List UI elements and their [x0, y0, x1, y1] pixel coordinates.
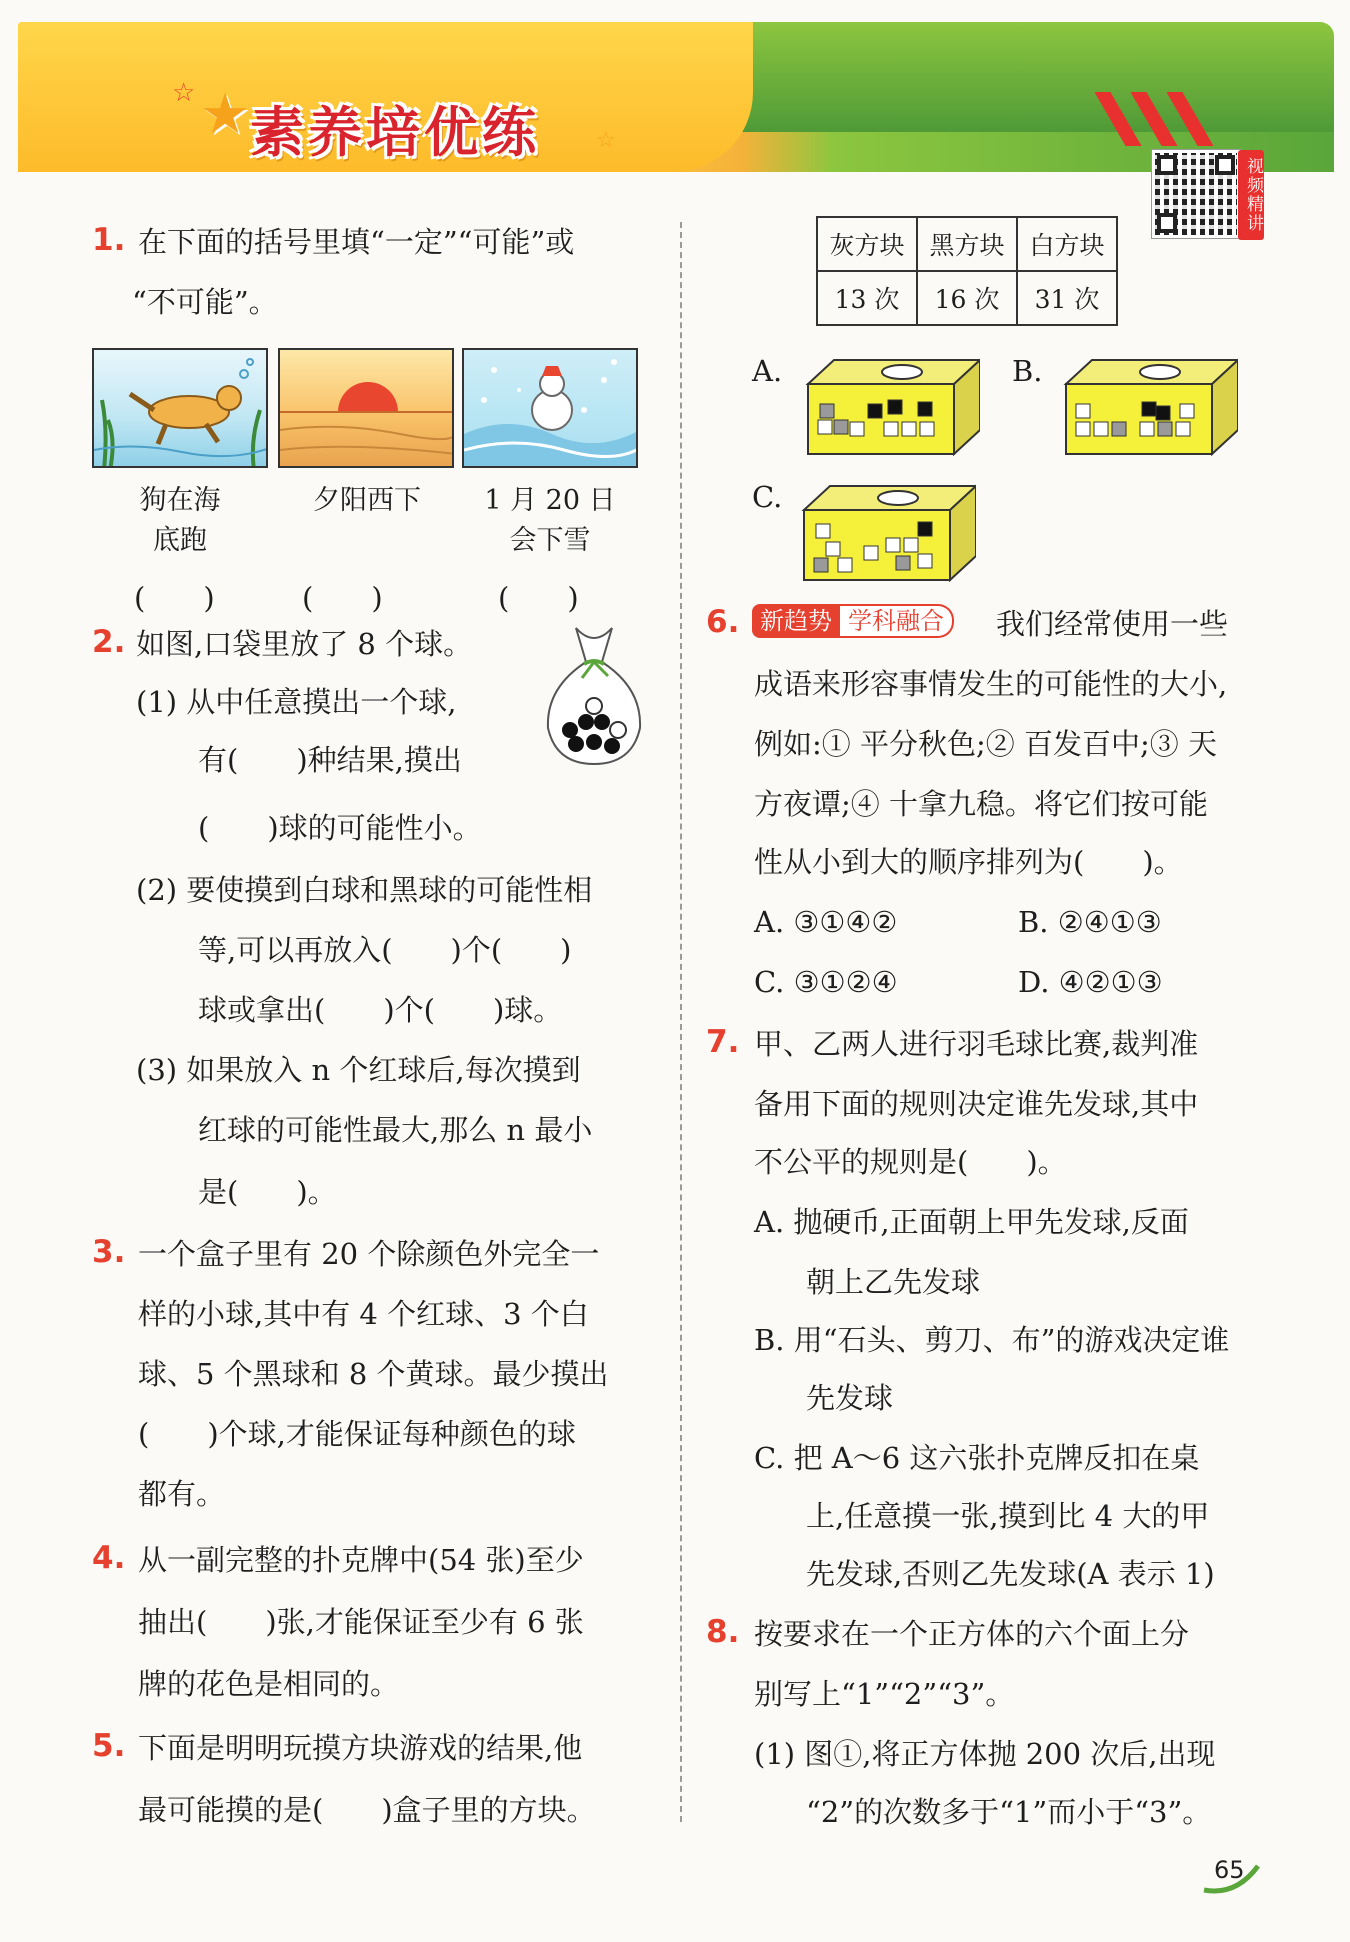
table-header: 灰方块	[817, 217, 917, 271]
question-number: 2.	[92, 624, 126, 660]
q7-option-c: 上,任意摸一张,摸到比 4 大的甲	[806, 1499, 1210, 1533]
option-label[interactable]: A.	[752, 354, 783, 388]
table-header: 黑方块	[917, 217, 1017, 271]
q2-part1: ( )球的可能性小。	[198, 811, 482, 845]
picture-caption: 底跑	[153, 525, 207, 556]
answer-blank[interactable]: ( )	[498, 581, 579, 615]
q7-option-a: 朝上乙先发球	[806, 1265, 981, 1299]
qr-label: 视频精讲	[1238, 150, 1264, 240]
q7-text: 甲、乙两人进行羽毛球比赛,裁判准	[754, 1027, 1199, 1061]
q6-option-b[interactable]: B. ②④①③	[1018, 905, 1162, 939]
table-cell: 13 次	[817, 271, 917, 325]
table-cell: 16 次	[917, 271, 1017, 325]
question-number: 4.	[92, 1540, 126, 1576]
question-number: 7.	[706, 1024, 740, 1060]
q7-option-b: 先发球	[806, 1381, 894, 1415]
box-option-b[interactable]	[1062, 356, 1238, 456]
q8-text: 别写上“1”“2”“3”。	[754, 1677, 1015, 1711]
picture-caption: 会下雪	[509, 525, 591, 556]
star-icon: ☆	[172, 78, 196, 108]
q8-text: (1) 图①,将正方体抛 200 次后,出现	[754, 1737, 1216, 1771]
picture-sunset	[278, 348, 454, 468]
q3-text: 样的小球,其中有 4 个红球、3 个白	[138, 1297, 589, 1331]
q6-option-c[interactable]: C. ③①②④	[754, 965, 898, 999]
q1-text: 在下面的括号里填“一定”“可能”或	[138, 225, 575, 259]
q2-part1: 有( )种结果,摸出	[198, 743, 462, 777]
table-cell: 31 次	[1017, 271, 1117, 325]
q7-text: 备用下面的规则决定谁先发球,其中	[754, 1087, 1199, 1121]
q4-text: 牌的花色是相同的。	[138, 1667, 400, 1701]
box-option-c[interactable]	[800, 482, 976, 582]
q5-text: 最可能摸的是( )盒子里的方块。	[138, 1793, 596, 1827]
q8-text: “2”的次数多于“1”而小于“3”。	[806, 1795, 1212, 1829]
q4-text: 从一副完整的扑克牌中(54 张)至少	[138, 1543, 584, 1577]
table-header: 白方块	[1017, 217, 1117, 271]
q7-option-c: 先发球,否则乙先发球(A 表示 1)	[806, 1557, 1215, 1591]
question-number: 8.	[706, 1614, 740, 1650]
picture-caption: 1 月 20 日	[484, 485, 616, 516]
q4-text: 抽出( )张,才能保证至少有 6 张	[138, 1605, 584, 1639]
q6-text: 成语来形容事情发生的可能性的大小,	[754, 667, 1228, 701]
q2-part2: 球或拿出( )个( )球。	[198, 993, 563, 1027]
answer-blank[interactable]: ( )	[134, 581, 215, 615]
option-label[interactable]: B.	[1012, 354, 1043, 388]
q8-text: 按要求在一个正方体的六个面上分	[754, 1617, 1190, 1651]
q3-text: 一个盒子里有 20 个除颜色外完全一	[138, 1237, 600, 1271]
box-option-a[interactable]	[804, 356, 980, 456]
qr-code-icon[interactable]	[1152, 150, 1240, 238]
header-banner-green	[700, 22, 1334, 132]
tag-new-trend: 新趋势	[752, 604, 840, 638]
q2-part2: (2) 要使摸到白球和黑球的可能性相	[136, 873, 593, 907]
topic-tag	[752, 604, 954, 638]
bag-of-balls-picture	[536, 618, 652, 768]
q7-option-c[interactable]: C. 把 A～6 这六张扑克牌反扣在桌	[754, 1441, 1200, 1475]
tag-subject-fusion: 学科融合	[840, 604, 954, 638]
results-table	[816, 216, 1118, 326]
picture-caption: 夕阳西下	[313, 485, 421, 516]
question-number: 5.	[92, 1728, 126, 1764]
q6-option-d[interactable]: D. ④②①③	[1018, 965, 1163, 999]
q7-option-a[interactable]: A. 抛硬币,正面朝上甲先发球,反面	[754, 1205, 1189, 1239]
q2-part2: 等,可以再放入( )个( )	[198, 933, 572, 967]
q6-text: 我们经常使用一些	[996, 607, 1229, 641]
q6-option-a[interactable]: A. ③①④②	[754, 905, 898, 939]
q6-text: 性从小到大的顺序排列为( )。	[754, 845, 1183, 879]
q7-option-b[interactable]: B. 用“石头、剪刀、布”的游戏决定谁	[754, 1323, 1230, 1357]
star-icon: ☆	[596, 128, 616, 153]
q2-part3: 红球的可能性最大,那么 n 最小	[198, 1113, 593, 1147]
question-number: 6.	[706, 604, 740, 640]
question-number: 3.	[92, 1234, 126, 1270]
option-label[interactable]: C.	[752, 480, 783, 514]
q2-part3: (3) 如果放入 n 个红球后,每次摸到	[136, 1053, 581, 1087]
q7-text: 不公平的规则是( )。	[754, 1145, 1067, 1179]
q6-text: 方夜谭;④ 十拿九稳。将它们按可能	[754, 787, 1208, 821]
page-number: 65	[1214, 1856, 1245, 1884]
answer-blank[interactable]: ( )	[302, 581, 383, 615]
q1-text: “不可能”。	[132, 285, 278, 319]
q3-text: 球、5 个黑球和 8 个黄球。最少摸出	[138, 1357, 609, 1391]
q2-part1: (1) 从中任意摸出一个球,	[136, 685, 457, 719]
q3-text: ( )个球,才能保证每种颜色的球	[138, 1417, 576, 1451]
q6-text: 例如:① 平分秋色;② 百发百中;③ 天	[754, 727, 1217, 761]
q5-text: 下面是明明玩摸方块游戏的结果,他	[138, 1731, 583, 1765]
q2-text: 如图,口袋里放了 8 个球。	[136, 627, 473, 661]
picture-dog-under-sea	[92, 348, 268, 468]
picture-caption: 狗在海	[139, 485, 221, 516]
page-title: 素养培优练	[250, 101, 540, 164]
q3-text: 都有。	[138, 1477, 226, 1511]
question-number: 1.	[92, 222, 126, 258]
picture-snow-day	[462, 348, 638, 468]
q2-part3: 是( )。	[198, 1175, 337, 1209]
column-divider	[680, 222, 682, 1822]
star-icon: ★	[200, 82, 251, 147]
